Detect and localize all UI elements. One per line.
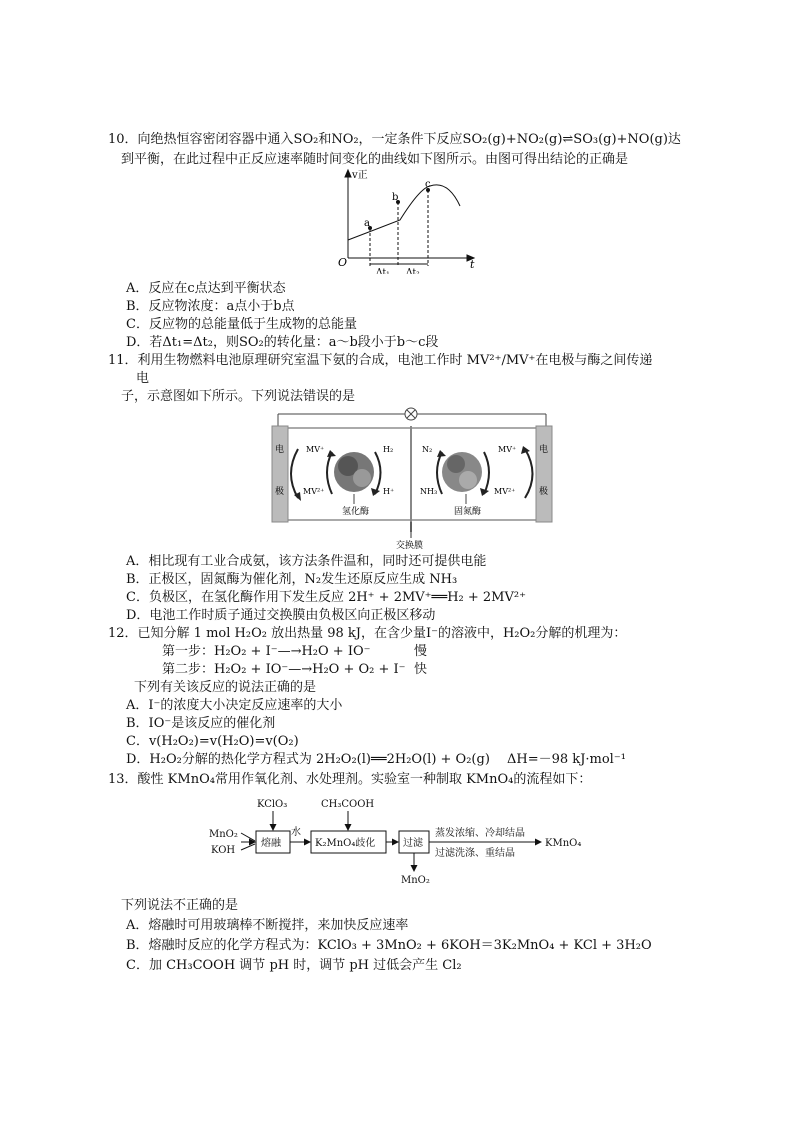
right-mv-2plus: MV²⁺ [494, 487, 516, 496]
point-c-label: c [425, 179, 431, 190]
interval-2-label: Δt₂ [406, 268, 420, 274]
q12-option-c: C．v(H₂O₂)=v(H₂O)=v(O₂) [126, 734, 299, 749]
left-mv-plus: MV⁺ [306, 445, 325, 454]
right-electrode-char-1: 电极 [539, 445, 549, 497]
byproduct-mno2: MnO₂ [401, 875, 430, 886]
origin-label: O [338, 256, 348, 269]
q11-stem-line3: 子，示意图如下所示。下列说法错误的是 [121, 389, 356, 404]
q13-stem-line1: 13．酸性 KMnO₄常用作氧化剂、水处理剂。实验室一种制取 KMnO₄的流程如下： [108, 772, 592, 787]
fuel-cell-diagram [270, 404, 555, 550]
q10-stem-line1: 10．向绝热恒容密闭容器中通入SO₂和NO₂，一定条件下反应SO₂(g)+NO₂(g)⇌SO₃(g)+NO(g)达 [108, 132, 681, 147]
q11-option-c: C．负极区，在氢化酶作用下发生反应 2H⁺ + 2MV⁺══H₂ + 2MV²⁺ [126, 590, 526, 605]
product-kmno4: KMnO₄ [545, 838, 582, 849]
q13-prompt: 下列说法不正确的是 [121, 898, 239, 913]
q11-option-a: A．相比现有工业合成氨，该方法条件温和，同时还可提供电能 [126, 554, 487, 569]
q10-option-b: B．反应物浓度：a点小于b点 [126, 299, 295, 314]
q12-stem-line1: 12．已知分解 1 mol H₂O₂ 放出热量 98 kJ，在含少量I⁻的溶液中，H₂O₂分解的机理为： [108, 626, 627, 641]
water-label: 水 [291, 827, 301, 838]
hydrogenase-label: 氢化酶 [342, 507, 370, 517]
left-h2: H₂ [383, 445, 394, 454]
q10-option-a: A．反应在c点达到平衡状态 [126, 281, 286, 296]
q11-stem-line1: 11．利用生物燃料电池原理研究室温下氨的合成，电池工作时 MV²⁺/MV⁺在电极与酶之间传递 [108, 353, 653, 368]
point-b-label: b [392, 192, 399, 203]
q12-step2-rate: 快 [414, 662, 428, 677]
q12-step1: 第一步：H₂O₂ + I⁻—→H₂O + IO⁻ [162, 644, 371, 659]
input-mno2: MnO₂ [209, 829, 238, 840]
right-electrode [536, 426, 552, 522]
q10-rate-graph [330, 168, 480, 274]
ops-top: 蒸发浓缩、冷却结晶 [435, 828, 525, 839]
left-mv-2plus: MV²⁺ [303, 487, 325, 496]
q10-stem-line2: 到平衡，在此过程中正反应速率随时间变化的曲线如下图所示。由图可得出结论的正确是 [121, 152, 629, 167]
right-nh3: NH₃ [420, 487, 438, 496]
q10-option-c: C．反应物的总能量低于生成物的总能量 [126, 317, 357, 332]
left-electrode [272, 426, 288, 522]
membrane-label: 交换膜 [396, 541, 424, 550]
ops-bottom: 过滤洗涤、重结晶 [435, 848, 515, 859]
q12-option-a: A．I⁻的浓度大小决定反应速率的大小 [126, 698, 343, 713]
left-electrode-char-1: 电极 [275, 445, 285, 497]
kmno4-flowchart [205, 795, 600, 888]
y-axis-label: v正 [352, 170, 368, 181]
interval-1-label: Δt₁ [376, 268, 390, 274]
q12-step2: 第二步：H₂O₂ + IO⁻—→H₂O + O₂ + I⁻ [162, 662, 406, 677]
input-kclo3: KClO₃ [257, 799, 288, 810]
box-filter-label: 过滤 [403, 838, 423, 849]
right-mv-plus: MV⁺ [498, 445, 517, 454]
q12-prompt: 下列有关该反应的说法正确的是 [134, 680, 317, 695]
right-n2: N₂ [422, 445, 433, 454]
point-a-label: a [364, 218, 370, 229]
q10-option-d: D．若Δt₁=Δt₂，则SO₂的转化量：a～b段小于b～c段 [126, 335, 439, 350]
q12-option-b: B．IO⁻是该反应的催化剂 [126, 716, 276, 731]
x-axis-label: t [470, 258, 475, 271]
q11-option-d: D．电池工作时质子通过交换膜由负极区向正极区移动 [126, 608, 436, 623]
left-h-plus: H⁺ [383, 487, 395, 496]
q12-option-d: D．H₂O₂分解的热化学方程式为 2H₂O₂(l)══2H₂O(l) + O₂(g) ΔH=－98 kJ·mol⁻¹ [126, 752, 626, 767]
q11-stem-line2: 电 [136, 371, 150, 386]
box-melt-label: 熔融 [261, 838, 281, 849]
input-ch3cooh: CH₃COOH [321, 799, 375, 810]
q13-option-b: B．熔融时反应的化学方程式为：KClO₃ + 3MnO₂ + 6KOH＝3K₂MnO₄ + KCl + 3H₂O [126, 938, 652, 953]
q13-option-c: C．加 CH₃COOH 调节 pH 时，调节 pH 过低会产生 Cl₂ [126, 958, 462, 973]
nitrogenase-label: 固氮酶 [454, 507, 482, 517]
q13-option-a: A．熔融时可用玻璃棒不断搅拌，来加快反应速率 [126, 918, 409, 933]
box-disproportionation-label: K₂MnO₄歧化 [315, 838, 376, 849]
q11-option-b: B．正极区，固氮酶为催化剂，N₂发生还原反应生成 NH₃ [126, 572, 458, 587]
input-koh: KOH [211, 845, 236, 856]
q12-step1-rate: 慢 [414, 644, 428, 659]
